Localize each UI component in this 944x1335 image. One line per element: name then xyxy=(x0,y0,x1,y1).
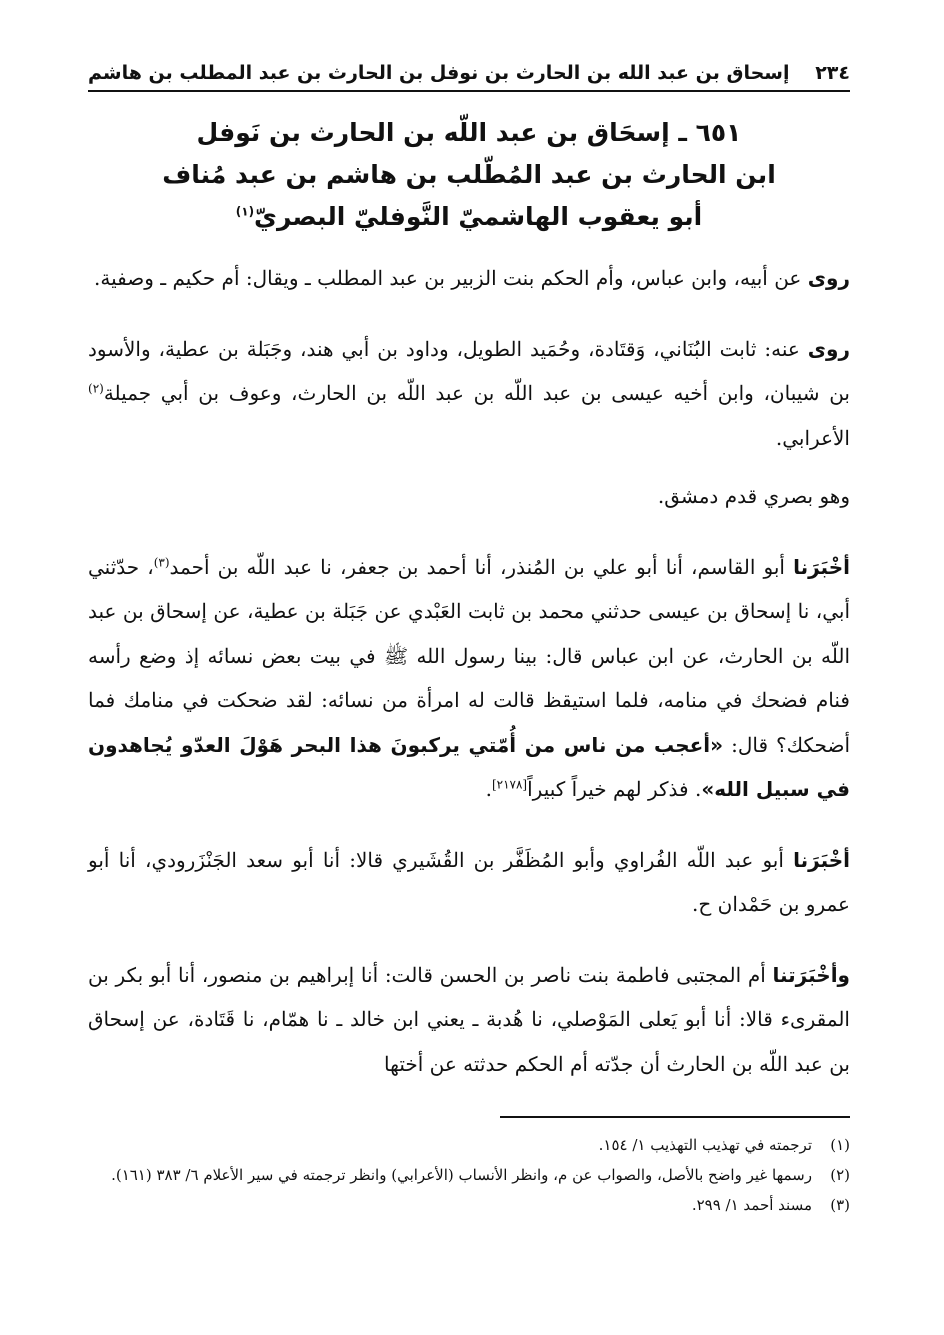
paragraph-origin: وهو بصري قدم دمشق. xyxy=(657,484,850,508)
footnote xyxy=(88,1162,850,1189)
entry-title-line-3-text: أبو يعقوب الهاشميّ النَّوفليّ البصريّ xyxy=(254,202,703,231)
paragraph-text: عن أبيه، وابن عباس، وأم الحكم بنت الزبير بن عبد المطلب ـ ويقال: أم حكيم ـ وصفية. xyxy=(94,266,808,290)
running-header xyxy=(88,62,850,92)
entry-title-line-2: ابن الحارث بن عبد المُطّلب بن هاشم بن عبد مُناف xyxy=(162,160,776,189)
paragraph-text: عنه: ثابت البُنَاني، وَقتَادة، وحُمَيد الطويل، وداود بن أبي هند، وجَبَلة بن عطية، والأسود بن شيبان، وابن أخيه عيسى بن عبد اللّه بن عبد اللّه بن الحارث، وعوف بن أبي جميلة xyxy=(88,336,850,405)
paragraph-text: أم المجتبى فاطمة بنت ناصر بن الحسن قالت: أنا إبراهيم بن منصور، أنا أبو بكر بن المقرىء قالا: أنا أبو يَعلى المَوْصلي، نا هُدبة ـ يعني ابن خالد ـ نا همّام، نا قَتَادة، عن إسحاق بن عبد اللّه بن الحارث أن جدّته أم الحكم حدثته عن أختها xyxy=(88,962,850,1076)
footnote xyxy=(88,1132,850,1159)
paragraph-narrated-from xyxy=(88,256,850,301)
entry-title-line-3 xyxy=(88,196,850,238)
paragraph-isnad-3 xyxy=(88,953,850,1087)
paragraph-text: . فذكر لهم خيراً كبيراً xyxy=(527,777,702,801)
footnote-marker-3: (٣) xyxy=(153,554,170,569)
footnote-marker-2: (٢) xyxy=(88,381,104,396)
footnote xyxy=(88,1192,850,1219)
entry-title xyxy=(88,112,850,238)
footnote-marker-1: (١) xyxy=(235,204,255,219)
footnote-number: (٣) xyxy=(830,1196,850,1214)
paragraph-lead: أخْبَرَنا xyxy=(793,847,851,872)
footnotes xyxy=(88,1132,850,1219)
paragraph-text: أبو القاسم، أنا أبو علي بن المُنذر، أنا أحمد بن جعفر، نا عبد اللّه بن أحمد xyxy=(169,554,794,579)
paragraph-text: ، حدّثني أبي، نا إسحاق بن عيسى حدثني محمد بن ثابت العَبْدي عن جَبَلة بن عطية، عن إسحاق بن عبد اللّه بن الحارث، عن ابن عباس قال: بينا رسول الله ﷺ في بيت بعض نسائه إذ وضع رأسه فنام فضحك في منامه، فلما استيقظ قالت له امرأة من نسائه: لقد ضحكت في منامك فما أضحكك؟ قال: xyxy=(88,554,851,757)
book-page xyxy=(88,62,850,1222)
paragraph-lead: روى xyxy=(807,336,850,361)
paragraph-lead: روى xyxy=(807,266,850,290)
paragraph-end: . xyxy=(485,777,492,801)
hadith-quote: «أعجب من ناس من أُمّتي يركبونَ هذا البحر هَوْلَ العدّو يُجاهدون في سبيل الله» xyxy=(88,732,850,801)
footnote-text: مسند أحمد ١/ ٢٩٩. xyxy=(691,1196,812,1214)
footnote-text: رسمها غير واضح بالأصل، والصواب عن م، وانظر الأنساب (الأعرابي) وانظر ترجمته في سير الأعلام ٦/ ٣٨٣ (١٦١). xyxy=(111,1166,812,1184)
paragraph-narrators xyxy=(88,327,850,461)
paragraph-isnad-1 xyxy=(88,545,850,812)
footnote-separator xyxy=(500,1116,850,1118)
entry-title-line-1: ٦٥١ ـ إسحَاق بن عبد اللّه بن الحارث بن نَوفل xyxy=(196,118,742,147)
footnote-number: (٢) xyxy=(830,1166,850,1184)
paragraph-lead: أخْبَرَنا xyxy=(793,554,850,579)
footnote-number: (١) xyxy=(830,1136,850,1154)
main-text xyxy=(88,256,850,1086)
paragraph-text: أبو عبد اللّه الفُراوي وأبو المُظَفَّر بن القُشَيري قالا: أنا أبو سعد الجَنْزَرودي، أنا أبو عمرو بن حَمْدان ح. xyxy=(88,847,850,916)
paragraph-text: الأعرابي. xyxy=(775,425,850,450)
running-title: إسحاق بن عبد الله بن الحارث بن نوفل بن الحارث بن عبد المطلب بن هاشم xyxy=(88,62,790,84)
hadith-reference-number: [٢١٧٨] xyxy=(491,777,528,792)
paragraph-isnad-2 xyxy=(88,838,850,927)
page-number: ٢٣٤ xyxy=(815,62,850,84)
paragraph-lead: وأخْبَرَتنا xyxy=(772,962,850,987)
footnote-text: ترجمته في تهذيب التهذيب ١/ ١٥٤. xyxy=(598,1136,812,1154)
